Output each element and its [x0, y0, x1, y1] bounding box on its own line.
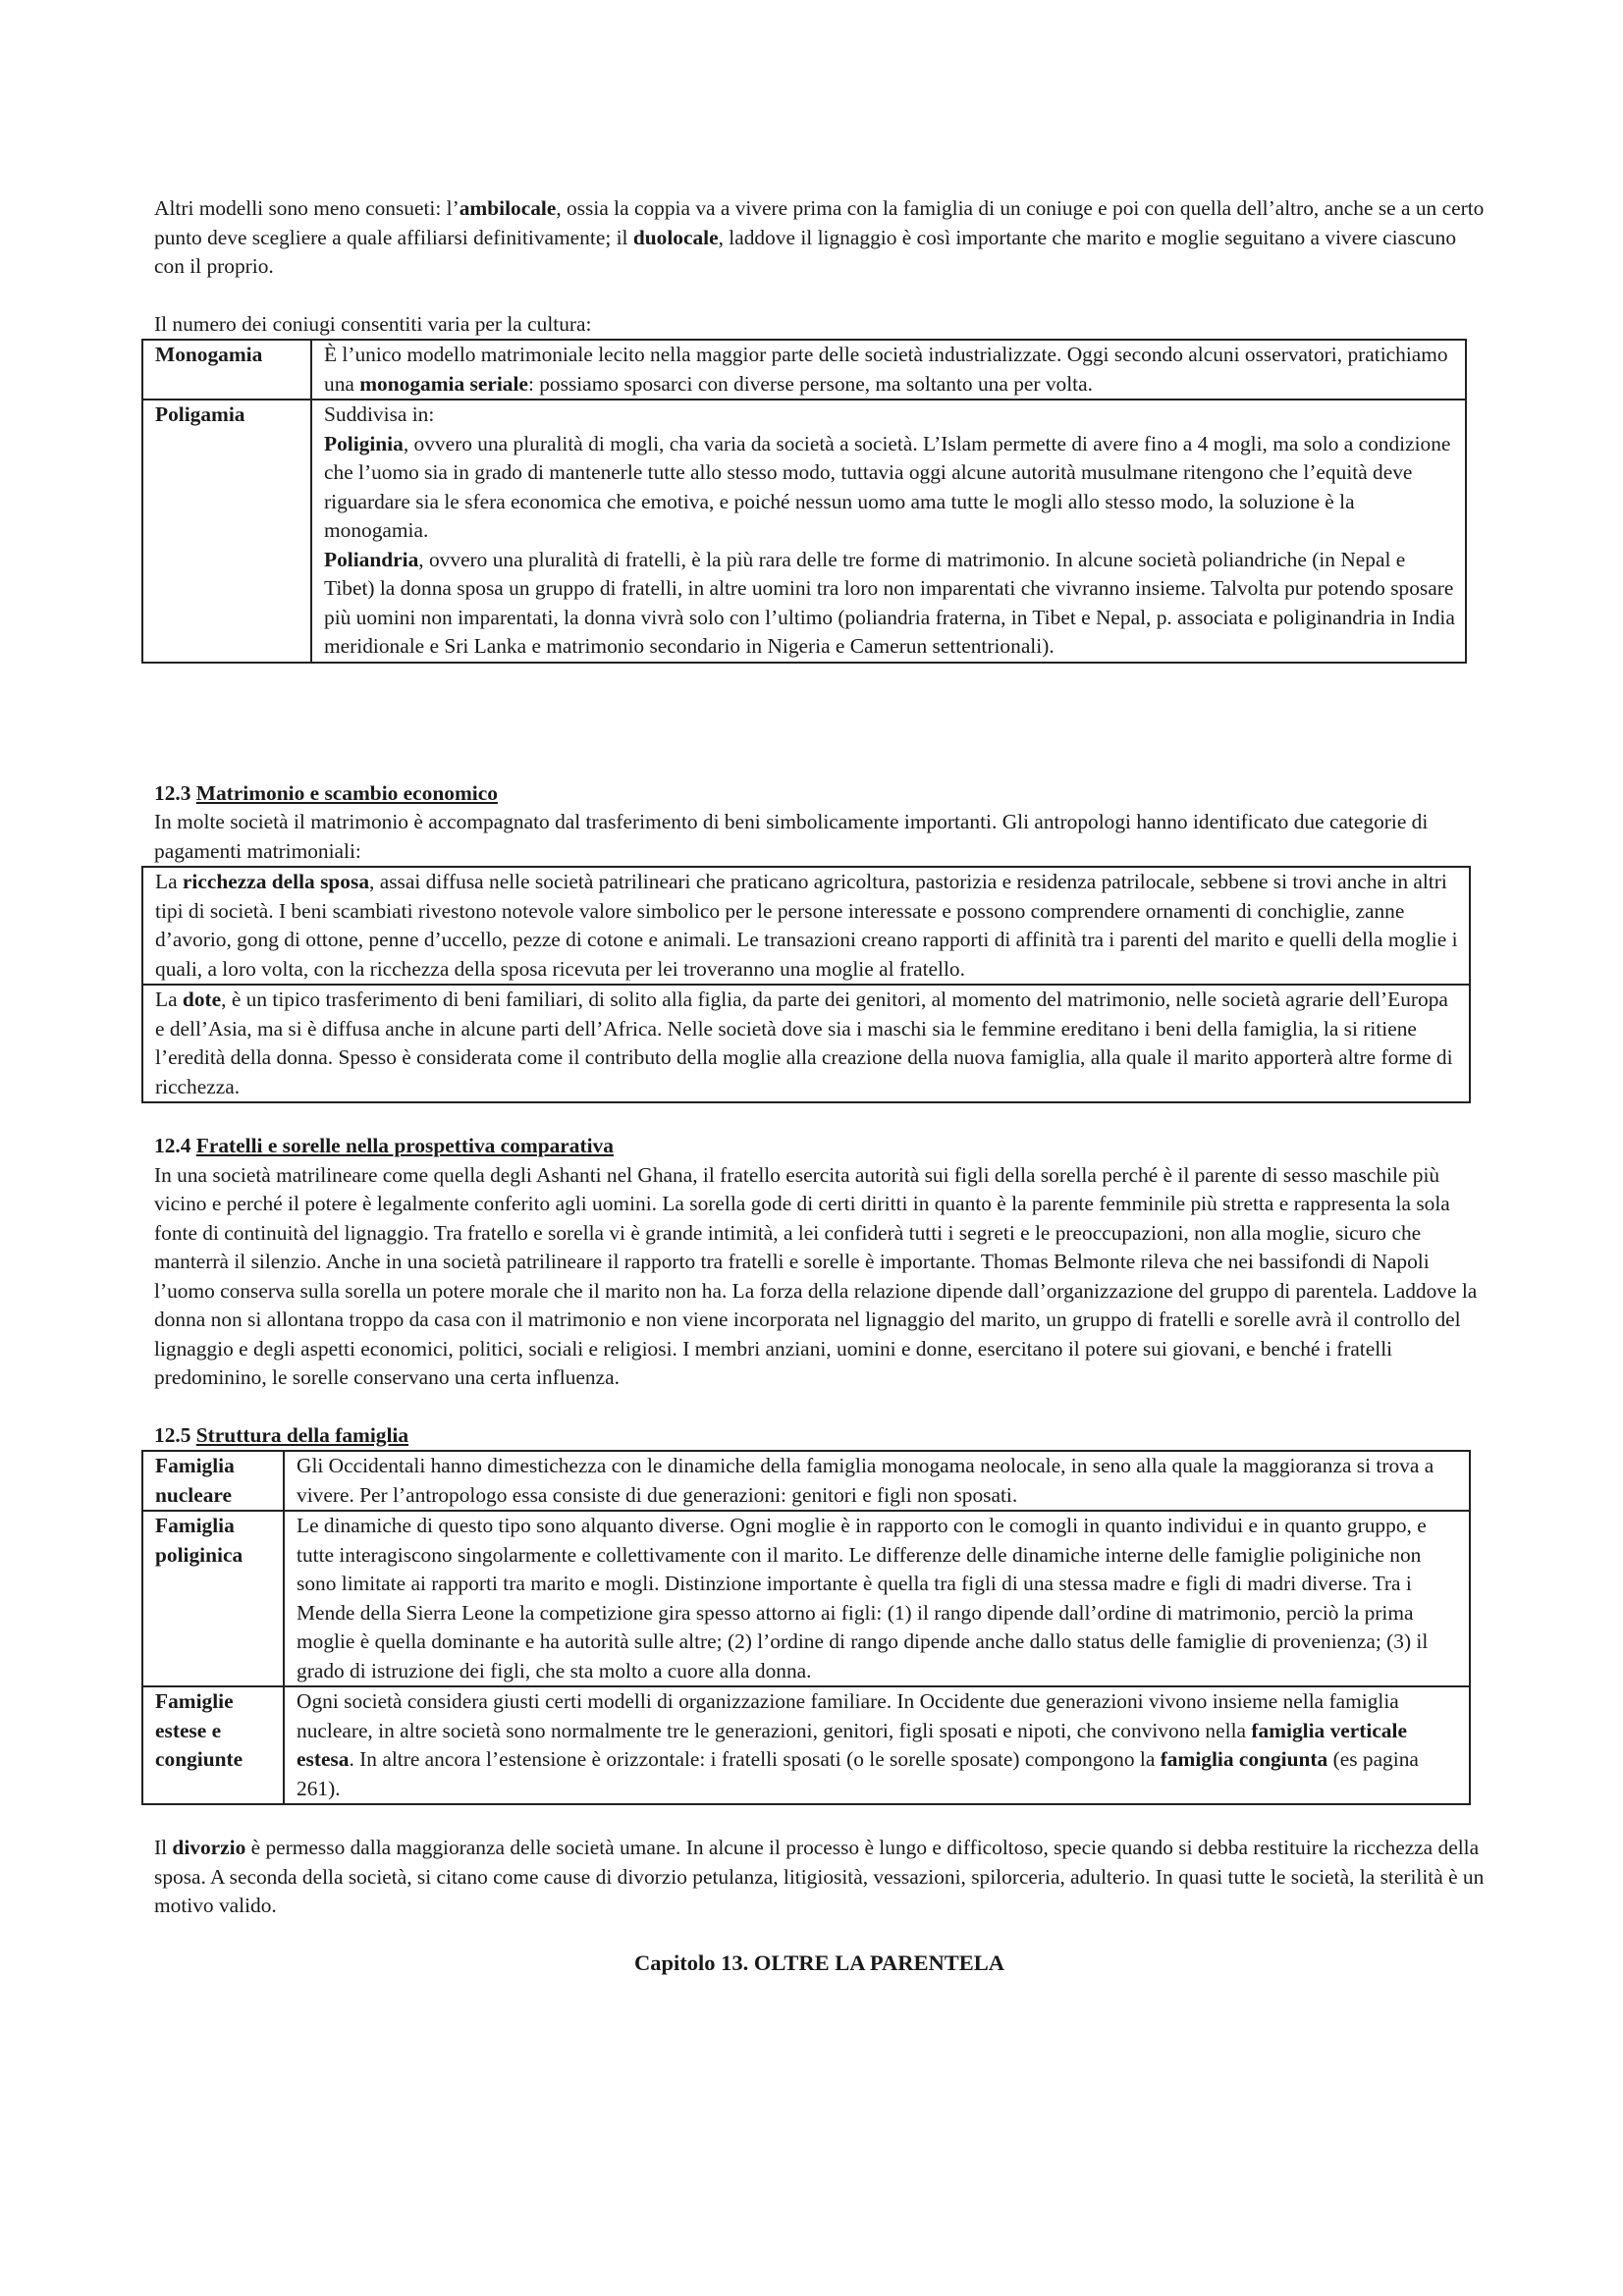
- section-12-3-heading: 12.3 Matrimonio e scambio economico: [154, 780, 498, 805]
- bride-wealth-cell: La ricchezza della sposa, assai diffusa nelle società patrilineari che praticano agricoltura, pastorizia e residenza patrilocale, sebbene si trovi anche in altri tipi di società. I beni scambiati rivestono notevole valore simbolico per le persone interessate e possono comprendere ornamenti di conchiglie, zanne d’avorio, gong di ottone, penne d’uccello, pezze di cotone e animali. Le transazioni creano rapporti di affinità tra i parenti del marito e quelli della moglie i quali, a loro volta, con la ricchezza della sposa ricevuta per lei troveranno una moglie al fratello.: [142, 867, 1470, 985]
- poligamia-text: Suddivisa in: Poliginia, ovvero una pluralità di mogli, cha varia da società a società. L’Islam permette di avere fino a 4 mogli, ma solo a condizione che l’uomo sia in grado di mantenerle tutte allo stesso modo, tuttavia oggi alcune autorità musulmane ritengono che l’equità deve riguardare sia le sfera economica che emotiva, e poiché nessun uomo ama tutte le mogli allo stesso modo, la soluzione è la monogamia. Poliandria, ovvero una pluralità di fratelli, è la più rara delle tre forme di matrimonio. In alcune società poliandriche (in Nepal e Tibet) la donna sposa un gruppo di fratelli, in altre uomini tra loro non imparentati che vivranno insieme. Talvolta pur potendo sposare più uomini non imparentati, la donna vivrà solo con l’ultimo (poliandria fraterna, in Tibet e Nepal, p. associata e poliginandria in India meridionale e Sri Lanka e matrimonio secondario in Nigeria e Camerun settentrionali).: [311, 400, 1466, 663]
- table-row: [142, 985, 1470, 1102]
- family-type-text: Le dinamiche di questo tipo sono alquanto diverse. Ogni moglie è in rapporto con le comogli in quanto individui e in quanto gruppo, e tutte interagiscono singolarmente e collettivamente con il marito. Le differenze delle dinamiche interne delle famiglie poliginiche non sono limitate ai rapporti tra marito e mogli. Distinzione importante è quella tra figli di una stessa madre e figli di madri diverse. Tra i Mende della Sierra Leone la competizione gira spesso attorno ai figli: (1) il rango dipende dall’ordine di matrimonio, perciò la prima moglie è quella dominante e ha autorità sulle altre; (2) l’ordine di rango dipende anche dallo status delle famiglie di provenienza; (3) il grado di istruzione dei figli, che sta molto a cuore alla donna.: [284, 1511, 1470, 1686]
- family-type-label: Famiglie estese e congiunte: [142, 1686, 284, 1804]
- table-row: [142, 1451, 1470, 1511]
- table-row: [142, 340, 1466, 400]
- intro-paragraph: Altri modelli sono meno consueti: l’ambilocale, ossia la coppia va a vivere prima con la famiglia di un coniuge e poi con quella dell’altro, anche se a un certo punto deve scegliere a quale affiliarsi definitivamente; il duolocale, laddove il lignaggio è così importante che marito e moglie seguitano a vivere ciascuno con il proprio.: [154, 196, 1485, 278]
- section-12-5-heading: 12.5 Struttura della famiglia: [154, 1422, 409, 1447]
- payments-table: [141, 866, 1471, 1103]
- table-row: [142, 400, 1466, 663]
- table-row: [142, 1686, 1470, 1804]
- divorce-paragraph: Il divorzio è permesso dalla maggioranza delle società umane. In alcune il processo è lungo e difficoltoso, specie quando si debba restituire la ricchezza della sposa. A seconda della società, si citano come cause di divorzio petulanza, litigiosità, vessazioni, spilorceria, adulterio. In quasi tutte le società, la sterilità è un motivo valido.: [154, 1836, 1485, 1917]
- family-structure-table: [141, 1450, 1471, 1805]
- table-row: [142, 1511, 1470, 1686]
- section-12-4-heading: 12.4 Fratelli e sorelle nella prospettiva comparativa: [154, 1134, 614, 1157]
- family-type-text: Gli Occidentali hanno dimestichezza con le dinamiche della famiglia monogama neolocale, in seno alla quale la maggioranza si trova a vivere. Per l’antropologo essa consiste di due generazioni: genitori e figli non sposati.: [284, 1451, 1470, 1511]
- family-type-label: Famiglia nucleare: [142, 1451, 284, 1511]
- family-type-text: Ogni società considera giusti certi modelli di organizzazione familiare. In Occidente due generazioni vivono insieme nella famiglia nucleare, in altre società sono normalmente tre le generazioni, genitori, figli sposati e nipoti, che convivono nella famiglia verticale estesa. In altre ancora l’estensione è orizzontale: i fratelli sposati (o le sorelle sposate) compongono la famiglia congiunta (es pagina 261).: [284, 1686, 1470, 1804]
- monogamia-text: È l’unico modello matrimoniale lecito nella maggior parte delle società industrializzate. Oggi secondo alcuni osservatori, pratichiamo una monogamia seriale: possiamo sposarci con diverse persone, ma soltanto una per volta.: [311, 340, 1466, 400]
- chapter-heading: Capitolo 13. OLTRE LA PARENTELA: [634, 1949, 1004, 1975]
- table-row: [142, 867, 1470, 985]
- spouses-table: [141, 339, 1467, 664]
- dowry-cell: La dote, è un tipico trasferimento di beni familiari, di solito alla figlia, da parte dei genitori, al momento del matrimonio, nelle società agrarie dell’Europa e dell’Asia, ma si è diffusa anche in alcune parti dell’Africa. Nelle società dove sia i maschi sia le femmine ereditano i beni della famiglia, la si ritiene l’eredità della donna. Spesso è considerata come il contributo della moglie alla creazione della nuova famiglia, alla quale il marito apporterà altre forme di ricchezza.: [142, 985, 1470, 1102]
- section-12-4-body: In una società matrilineare come quella degli Ashanti nel Ghana, il fratello esercita autorità sui figli della sorella perché è il parente di sesso maschile più vicino e perché il potere è legalmente conferito agli uomini. La sorella gode di certi diritti in quanto è la parente femminile più stretta e rappresenta la sola fonte di continuità del lignaggio. Tra fratello e sorella vi è grande intimità, a lei confiderà tutti i segreti e le preoccupazioni, non alla moglie, sicuro che manterrà il silenzio. Anche in una società patrilineare il rapporto tra fratelli e sorelle è importante. Thomas Belmonte rileva che nei bassifondi di Napoli l’uomo conserva sulla sorella un potere morale che il marito non ha. La forza della relazione dipende dall’organizzazione del gruppo di parentela. Laddove la donna non si allontana troppo da casa con il matrimonio e non viene incorporata nel lignaggio del marito, un gruppo di fratelli e sorelle avrà il controllo del lignaggio e degli aspetti economici, politici, sociali e religiosi. I membri anziani, uomini e donne, esercitano il potere sui giovani, e benché i fratelli predominino, le sorelle conservano una certa influenza.: [154, 1162, 1478, 1389]
- family-type-label: Famiglia poliginica: [142, 1511, 284, 1686]
- spouses-intro: Il numero dei coniugi consentiti varia per la cultura:: [154, 311, 592, 336]
- page-content: [154, 194, 1485, 1977]
- section-12-3-intro: In molte società il matrimonio è accompagnato dal trasferimento di beni simbolicamente importanti. Gli antropologi hanno identificato due categorie di pagamenti matrimoniali:: [154, 810, 1429, 863]
- poligamia-label: Poligamia: [142, 400, 311, 663]
- monogamia-label: Monogamia: [142, 340, 311, 400]
